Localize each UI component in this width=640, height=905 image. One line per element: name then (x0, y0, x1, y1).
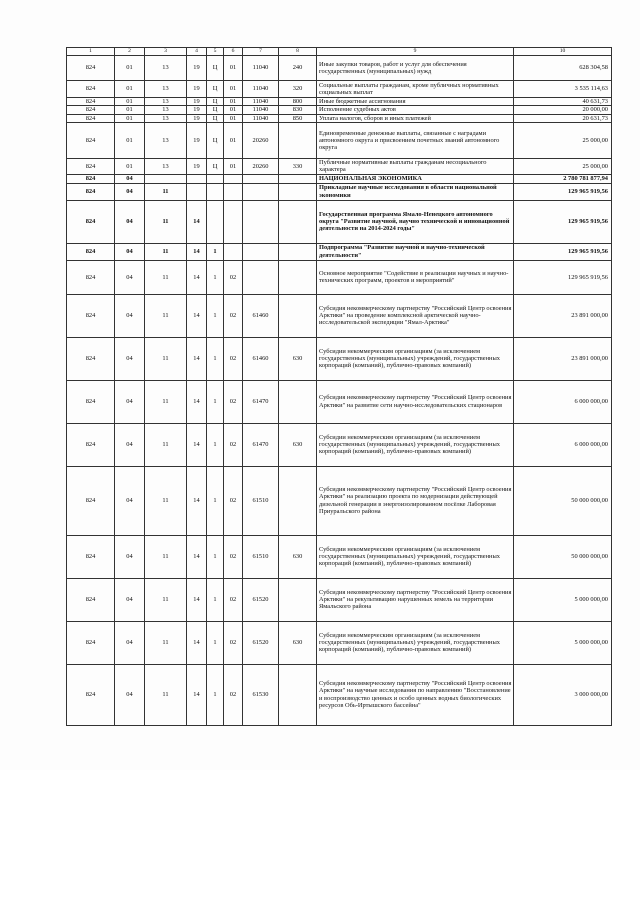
expense-type-cell: 630 (279, 337, 317, 380)
description-cell: Социальные выплаты гражданам, кроме публичных нормативных социальных выплат (317, 81, 514, 98)
program-cell: 19 (187, 114, 207, 122)
subprogram-cell: 1 (207, 621, 224, 664)
description-cell: Субсидии некоммерческим организациям (за исключением государственных (муниципальных) учреждений, государственных корпораций (компаний), публично-правовых компаний) (317, 423, 514, 466)
section-cell: 04 (115, 621, 145, 664)
program-cell: 14 (187, 578, 207, 621)
description-cell: Субсидия некоммерческому партнерству "Российский Центр освоения Арктики" на научные исследования по направлению "Восстановление и воспроизводство ценных и особо ценных водных биологических ресурсов Обь-Иртышского бассейна" (317, 664, 514, 725)
expense-code-cell: 61520 (243, 578, 279, 621)
amount-cell: 2 780 781 877,94 (514, 174, 612, 183)
gl-code-cell: 824 (67, 183, 115, 200)
subprogram-cell: 1 (207, 578, 224, 621)
measure-cell: 02 (224, 260, 243, 294)
measure-cell: 02 (224, 535, 243, 578)
gl-code-cell: 824 (67, 664, 115, 725)
subprogram-cell: 1 (207, 243, 224, 260)
table-row (67, 114, 612, 122)
gl-code-cell: 824 (67, 81, 115, 98)
subprogram-cell: Ц (207, 98, 224, 106)
expense-code-cell (243, 260, 279, 294)
program-cell: 14 (187, 664, 207, 725)
expense-code-cell: 20260 (243, 123, 279, 159)
section-cell: 01 (115, 81, 145, 98)
expense-type-cell (279, 174, 317, 183)
table-row (67, 380, 612, 423)
expense-code-cell (243, 174, 279, 183)
expense-code-cell: 61470 (243, 423, 279, 466)
subsection-cell: 11 (145, 243, 187, 260)
section-cell: 04 (115, 423, 145, 466)
subprogram-cell: Ц (207, 81, 224, 98)
table-row (67, 260, 612, 294)
expense-type-cell (279, 260, 317, 294)
expense-code-cell (243, 183, 279, 200)
gl-code-cell: 824 (67, 200, 115, 243)
expense-type-cell: 630 (279, 621, 317, 664)
amount-cell: 25 000,00 (514, 159, 612, 175)
subprogram-cell: Ц (207, 106, 224, 114)
expense-type-cell (279, 200, 317, 243)
description-cell: Государственная программа Ямало-Ненецкого автономного округа "Развитие научной, научно технической и инновационной деятельности на 2014-2024 годы" (317, 200, 514, 243)
measure-cell: 01 (224, 56, 243, 81)
table-row (67, 183, 612, 200)
expense-type-cell (279, 664, 317, 725)
program-cell: 14 (187, 621, 207, 664)
gl-code-cell: 824 (67, 114, 115, 122)
subsection-cell: 11 (145, 578, 187, 621)
gl-code-cell: 824 (67, 123, 115, 159)
expense-code-cell: 11040 (243, 56, 279, 81)
expense-code-cell: 61530 (243, 664, 279, 725)
gl-code-cell: 824 (67, 260, 115, 294)
expense-type-cell (279, 294, 317, 337)
column-number-5: 5 (207, 48, 224, 56)
subsection-cell: 13 (145, 98, 187, 106)
expense-type-cell (279, 183, 317, 200)
gl-code-cell: 824 (67, 174, 115, 183)
expense-type-cell (279, 466, 317, 535)
subsection-cell: 11 (145, 183, 187, 200)
table-row (67, 200, 612, 243)
subsection-cell: 11 (145, 380, 187, 423)
subprogram-cell: 1 (207, 380, 224, 423)
gl-code-cell: 824 (67, 423, 115, 466)
table-row (67, 294, 612, 337)
program-cell: 14 (187, 200, 207, 243)
program-cell (187, 183, 207, 200)
measure-cell: 01 (224, 123, 243, 159)
section-cell: 04 (115, 183, 145, 200)
column-number-4: 4 (187, 48, 207, 56)
section-cell: 01 (115, 56, 145, 81)
gl-code-cell: 824 (67, 106, 115, 114)
program-cell: 19 (187, 81, 207, 98)
column-number-6: 6 (224, 48, 243, 56)
measure-cell: 02 (224, 337, 243, 380)
amount-cell: 50 000 000,00 (514, 466, 612, 535)
section-cell: 04 (115, 664, 145, 725)
subprogram-cell (207, 174, 224, 183)
subsection-cell: 13 (145, 159, 187, 175)
amount-cell: 6 000 000,00 (514, 380, 612, 423)
program-cell: 19 (187, 56, 207, 81)
expense-code-cell: 61470 (243, 380, 279, 423)
section-cell: 04 (115, 200, 145, 243)
subsection-cell: 11 (145, 535, 187, 578)
program-cell: 14 (187, 260, 207, 294)
program-cell: 14 (187, 535, 207, 578)
subsection-cell: 11 (145, 466, 187, 535)
measure-cell: 02 (224, 423, 243, 466)
table-row (67, 423, 612, 466)
expense-code-cell: 11040 (243, 114, 279, 122)
description-cell: Единовременные денежные выплаты, связанные с наградами автономного округа и присвоением почетных званий автономного округа (317, 123, 514, 159)
description-cell: Уплата налогов, сборов и иных платежей (317, 114, 514, 122)
measure-cell: 02 (224, 664, 243, 725)
amount-cell: 50 000 000,00 (514, 535, 612, 578)
subsection-cell: 13 (145, 81, 187, 98)
subprogram-cell: 1 (207, 294, 224, 337)
description-cell: Исполнение судебных актов (317, 106, 514, 114)
column-number-2: 2 (115, 48, 145, 56)
gl-code-cell: 824 (67, 159, 115, 175)
subprogram-cell: Ц (207, 123, 224, 159)
expense-type-cell: 240 (279, 56, 317, 81)
expense-type-cell: 630 (279, 535, 317, 578)
table-row (67, 56, 612, 81)
expense-type-cell: 320 (279, 81, 317, 98)
description-cell: Субсидия некоммерческому партнерству "Российский Центр освоения Арктики" на реализацию проекта по модернизации действующей дизельной генерации в энергоизолированном посёлке Лаборовая Приуральского района (317, 466, 514, 535)
subsection-cell: 13 (145, 106, 187, 114)
table-row (67, 466, 612, 535)
subprogram-cell: 1 (207, 535, 224, 578)
table-row (67, 174, 612, 183)
expense-code-cell: 61510 (243, 535, 279, 578)
program-cell: 19 (187, 123, 207, 159)
table-row (67, 664, 612, 725)
subsection-cell: 11 (145, 260, 187, 294)
expense-type-cell (279, 380, 317, 423)
program-cell: 14 (187, 294, 207, 337)
subprogram-cell: Ц (207, 56, 224, 81)
subsection-cell (145, 174, 187, 183)
amount-cell: 25 000,00 (514, 123, 612, 159)
description-cell: Иные бюджетные ассигнования (317, 98, 514, 106)
amount-cell: 129 965 919,56 (514, 200, 612, 243)
measure-cell (224, 243, 243, 260)
subsection-cell: 13 (145, 114, 187, 122)
description-cell: Субсидия некоммерческому партнерству "Российский Центр освоения Арктики" на проведение комплексной арктической научно-исследовательской экспедиции "Ямал-Арктика" (317, 294, 514, 337)
subprogram-cell: Ц (207, 114, 224, 122)
amount-cell: 23 891 000,00 (514, 294, 612, 337)
expense-type-cell: 330 (279, 159, 317, 175)
section-cell: 01 (115, 123, 145, 159)
description-cell: Субсидии некоммерческим организациям (за исключением государственных (муниципальных) учреждений, государственных корпораций (компаний), публично-правовых компаний) (317, 621, 514, 664)
program-cell: 19 (187, 159, 207, 175)
section-cell: 04 (115, 243, 145, 260)
section-cell: 04 (115, 174, 145, 183)
measure-cell: 02 (224, 578, 243, 621)
column-number-1: 1 (67, 48, 115, 56)
measure-cell: 02 (224, 621, 243, 664)
section-cell: 01 (115, 114, 145, 122)
gl-code-cell: 824 (67, 337, 115, 380)
table-header-row (67, 48, 612, 56)
description-cell: Иные закупки товаров, работ и услуг для обеспечения государственных (муниципальных) нужд (317, 56, 514, 81)
gl-code-cell: 824 (67, 380, 115, 423)
gl-code-cell: 824 (67, 466, 115, 535)
gl-code-cell: 824 (67, 243, 115, 260)
expense-code-cell: 61460 (243, 337, 279, 380)
table-row (67, 123, 612, 159)
amount-cell: 3 000 000,00 (514, 664, 612, 725)
table-row (67, 535, 612, 578)
section-cell: 04 (115, 578, 145, 621)
measure-cell: 01 (224, 114, 243, 122)
subprogram-cell: 1 (207, 466, 224, 535)
program-cell: 14 (187, 380, 207, 423)
gl-code-cell: 824 (67, 294, 115, 337)
program-cell (187, 174, 207, 183)
gl-code-cell: 824 (67, 98, 115, 106)
program-cell: 14 (187, 337, 207, 380)
expense-type-cell: 800 (279, 98, 317, 106)
section-cell: 04 (115, 337, 145, 380)
program-cell: 14 (187, 466, 207, 535)
program-cell: 19 (187, 98, 207, 106)
description-cell: Субсидия некоммерческому партнерству "Российский Центр освоения Арктики" на рекультивацию нарушенных земель на территории Ямальского района (317, 578, 514, 621)
gl-code-cell: 824 (67, 535, 115, 578)
measure-cell: 02 (224, 466, 243, 535)
subprogram-cell: Ц (207, 159, 224, 175)
section-cell: 04 (115, 466, 145, 535)
gl-code-cell: 824 (67, 56, 115, 81)
gl-code-cell: 824 (67, 621, 115, 664)
measure-cell: 01 (224, 106, 243, 114)
subsection-cell: 11 (145, 294, 187, 337)
subprogram-cell (207, 200, 224, 243)
subsection-cell: 13 (145, 56, 187, 81)
expense-code-cell: 61520 (243, 621, 279, 664)
subsection-cell: 13 (145, 123, 187, 159)
amount-cell: 40 631,73 (514, 98, 612, 106)
expense-code-cell (243, 243, 279, 260)
expense-type-cell (279, 123, 317, 159)
subprogram-cell: 1 (207, 337, 224, 380)
expense-code-cell: 11040 (243, 81, 279, 98)
amount-cell: 5 000 000,00 (514, 621, 612, 664)
expense-type-cell (279, 243, 317, 260)
table-row (67, 243, 612, 260)
subprogram-cell: 1 (207, 423, 224, 466)
description-cell: НАЦИОНАЛЬНАЯ ЭКОНОМИКА (317, 174, 514, 183)
table-row (67, 81, 612, 98)
measure-cell: 01 (224, 81, 243, 98)
table-row (67, 621, 612, 664)
expense-code-cell: 61510 (243, 466, 279, 535)
subsection-cell: 11 (145, 423, 187, 466)
measure-cell: 01 (224, 159, 243, 175)
table-row (67, 106, 612, 114)
gl-code-cell: 824 (67, 578, 115, 621)
measure-cell (224, 183, 243, 200)
column-number-8: 8 (279, 48, 317, 56)
budget-table (66, 47, 612, 726)
amount-cell: 129 965 919,56 (514, 243, 612, 260)
amount-cell: 129 965 919,56 (514, 183, 612, 200)
subsection-cell: 11 (145, 621, 187, 664)
subprogram-cell: 1 (207, 260, 224, 294)
amount-cell: 628 304,58 (514, 56, 612, 81)
expense-code-cell: 11040 (243, 106, 279, 114)
amount-cell: 20 000,00 (514, 106, 612, 114)
column-number-7: 7 (243, 48, 279, 56)
column-number-3: 3 (145, 48, 187, 56)
section-cell: 04 (115, 535, 145, 578)
amount-cell: 20 631,73 (514, 114, 612, 122)
section-cell: 04 (115, 294, 145, 337)
table-row (67, 159, 612, 175)
program-cell: 19 (187, 106, 207, 114)
table-row (67, 337, 612, 380)
subsection-cell: 11 (145, 337, 187, 380)
column-number-9: 9 (317, 48, 514, 56)
expense-type-cell: 830 (279, 106, 317, 114)
description-cell: Основное мероприятие "Содействие в реализации научных и научно-технических программ, проектов и мероприятий" (317, 260, 514, 294)
description-cell: Подпрограмма "Развитие научной и научно-технической деятельности" (317, 243, 514, 260)
measure-cell (224, 174, 243, 183)
section-cell: 01 (115, 159, 145, 175)
expense-type-cell: 850 (279, 114, 317, 122)
expense-type-cell: 630 (279, 423, 317, 466)
program-cell: 14 (187, 243, 207, 260)
description-cell: Субсидия некоммерческому партнерству "Российский Центр освоения Арктики" на развитие сети научно-исследовательских стационаров (317, 380, 514, 423)
amount-cell: 129 965 919,56 (514, 260, 612, 294)
amount-cell: 6 000 000,00 (514, 423, 612, 466)
subprogram-cell: 1 (207, 664, 224, 725)
program-cell: 14 (187, 423, 207, 466)
subsection-cell: 11 (145, 664, 187, 725)
subsection-cell: 11 (145, 200, 187, 243)
description-cell: Субсидии некоммерческим организациям (за исключением государственных (муниципальных) учреждений, государственных корпораций (компаний), публично-правовых компаний) (317, 535, 514, 578)
amount-cell: 5 000 000,00 (514, 578, 612, 621)
amount-cell: 3 535 114,63 (514, 81, 612, 98)
expense-type-cell (279, 578, 317, 621)
description-cell: Прикладные научные исследования в области национальной экономики (317, 183, 514, 200)
column-number-10: 10 (514, 48, 612, 56)
measure-cell (224, 200, 243, 243)
expense-code-cell: 61460 (243, 294, 279, 337)
expense-code-cell (243, 200, 279, 243)
measure-cell: 02 (224, 380, 243, 423)
measure-cell: 02 (224, 294, 243, 337)
expense-code-cell: 11040 (243, 98, 279, 106)
description-cell: Публичные нормативные выплаты гражданам несоциального характера (317, 159, 514, 175)
table-row (67, 98, 612, 106)
section-cell: 04 (115, 260, 145, 294)
section-cell: 01 (115, 98, 145, 106)
description-cell: Субсидии некоммерческим организациям (за исключением государственных (муниципальных) учреждений, государственных корпораций (компаний), публично-правовых компаний) (317, 337, 514, 380)
table-row (67, 578, 612, 621)
expense-code-cell: 20260 (243, 159, 279, 175)
subprogram-cell (207, 183, 224, 200)
section-cell: 04 (115, 380, 145, 423)
amount-cell: 23 891 000,00 (514, 337, 612, 380)
section-cell: 01 (115, 106, 145, 114)
measure-cell: 01 (224, 98, 243, 106)
